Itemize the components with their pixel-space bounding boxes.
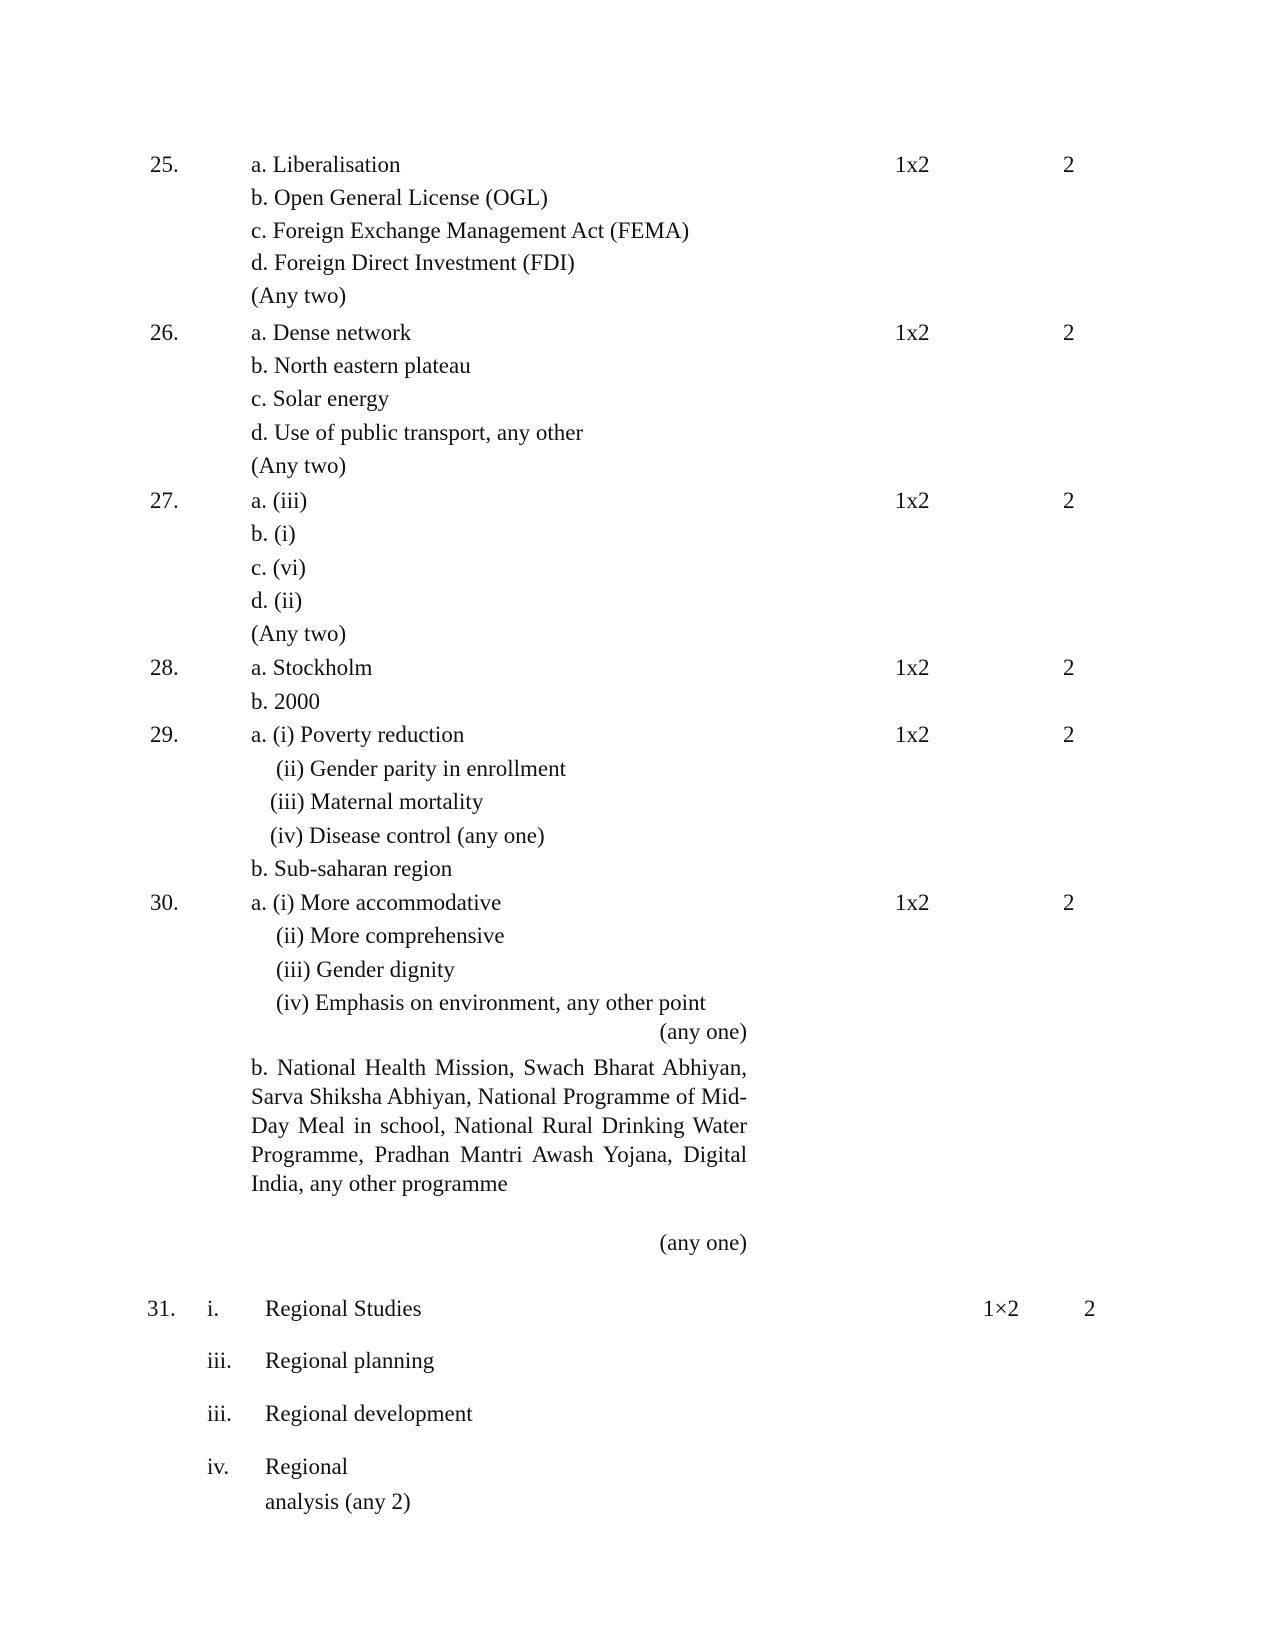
- answer-note: (Any two): [251, 621, 347, 646]
- answer-subline: (iii) Gender dignity: [276, 957, 455, 982]
- marks-distribution: 1×2: [983, 1296, 1019, 1321]
- answer-line: b. 2000: [251, 689, 320, 714]
- answer-line: Regional: [265, 1454, 349, 1479]
- total-marks: 2: [1063, 655, 1075, 680]
- answer-line: a. (iii): [251, 488, 308, 513]
- answer-line: Regional Studies: [265, 1296, 422, 1321]
- answer-line: b. North eastern plateau: [251, 353, 471, 378]
- answer-subline: (iv) Disease control (any one): [270, 823, 545, 848]
- total-marks: 2: [1063, 488, 1075, 513]
- marks-distribution: 1x2: [895, 655, 930, 680]
- question-number: 27.: [150, 488, 179, 513]
- answer-subline: (ii) Gender parity in enrollment: [276, 756, 566, 781]
- answer-subline: (ii) More comprehensive: [276, 923, 505, 948]
- answer-line: d. Use of public transport, any other: [251, 420, 584, 445]
- marks-distribution: 1x2: [895, 152, 930, 177]
- answer-line: b. (i): [251, 521, 296, 546]
- answer-line: a. Stockholm: [251, 655, 373, 680]
- item-label: iii.: [207, 1348, 232, 1373]
- question-number: 30.: [150, 890, 179, 915]
- answer-line: d. Foreign Direct Investment (FDI): [251, 250, 575, 275]
- answer-line: b. Sub-saharan region: [251, 856, 453, 881]
- question-number: 31.: [147, 1296, 176, 1321]
- question-number: 29.: [150, 722, 179, 747]
- answer-subline: (iii) Maternal mortality: [270, 789, 484, 814]
- item-label: iii.: [207, 1401, 232, 1426]
- question-number: 28.: [150, 655, 179, 680]
- marks-distribution: 1x2: [895, 722, 930, 747]
- answer-subline: (iv) Emphasis on environment, any other point: [276, 990, 706, 1015]
- answer-note: (Any two): [251, 283, 347, 308]
- question-number: 25.: [150, 152, 179, 177]
- answer-note: (any one): [659, 1019, 747, 1044]
- total-marks: 2: [1063, 152, 1075, 177]
- answer-paragraph: b. National Health Mission, Swach Bharat Abhiyan, Sarva Shiksha Abhiyan, National Programme of Mid-Day Meal in school, National Rural Drinking Water Programme, Pradhan Mantri Awash Yojana, Digital India, any other programme: [251, 1055, 747, 1196]
- answer-line: c. Solar energy: [251, 386, 390, 411]
- question-number: 26.: [150, 320, 179, 345]
- answer-line: b. Open General License (OGL): [251, 185, 548, 210]
- answer-line: a. Dense network: [251, 320, 412, 345]
- answer-line: d. (ii): [251, 588, 303, 613]
- total-marks: 2: [1063, 722, 1075, 747]
- answer-note: (any one): [659, 1230, 747, 1255]
- answer-line: c. (vi): [251, 555, 306, 580]
- answer-line: a. (i) Poverty reduction: [251, 722, 465, 747]
- answer-line: Regional development: [265, 1401, 473, 1426]
- item-label: i.: [207, 1296, 220, 1321]
- answer-line: a. (i) More accommodative: [251, 890, 502, 915]
- answer-line: analysis (any 2): [265, 1489, 411, 1514]
- marks-distribution: 1x2: [895, 890, 930, 915]
- total-marks: 2: [1063, 890, 1075, 915]
- total-marks: 2: [1063, 320, 1075, 345]
- total-marks: 2: [1084, 1296, 1096, 1321]
- marks-distribution: 1x2: [895, 320, 930, 345]
- answer-line: c. Foreign Exchange Management Act (FEMA): [251, 218, 690, 243]
- answer-line: Regional planning: [265, 1348, 435, 1373]
- marks-distribution: 1x2: [895, 488, 930, 513]
- item-label: iv.: [207, 1454, 230, 1479]
- answer-line: a. Liberalisation: [251, 152, 401, 177]
- answer-note: (Any two): [251, 453, 347, 478]
